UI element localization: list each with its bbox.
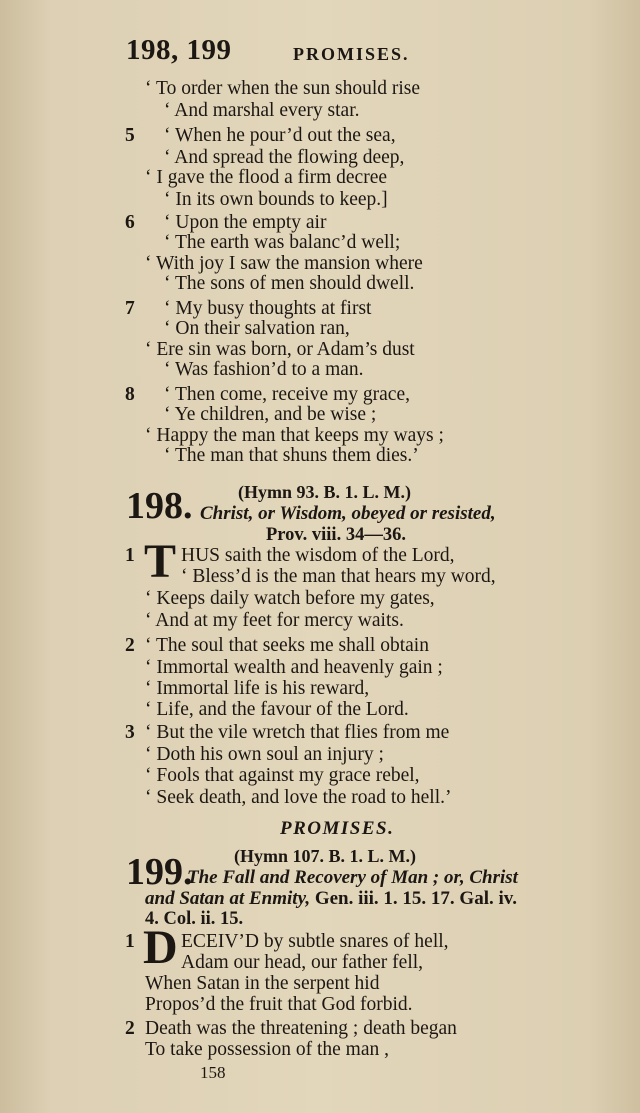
verse-line: ‘ And spread the flowing deep,	[164, 147, 405, 168]
verse-number: 1	[125, 931, 135, 952]
verse-line: ‘ To order when the sun should rise	[145, 78, 421, 99]
verse-line: Adam our head, our father fell,	[181, 952, 424, 973]
verse-line: Death was the threatening ; death began	[145, 1018, 457, 1039]
verse-line: ‘ Immortal wealth and heavenly gain ;	[145, 657, 443, 678]
verse-line: ‘ The man that shuns them dies.’	[164, 445, 419, 466]
verse-line: ‘ My busy thoughts at first	[164, 298, 372, 319]
hymn-scripture: Gen. iii. 1. 15. 17. Gal. iv.	[310, 888, 517, 909]
verse-line: ‘ The soul that seeks me shall obtain	[145, 635, 429, 656]
section-title: PROMISES.	[280, 818, 395, 839]
hymn-title: Christ, or Wisdom, obeyed or resisted,	[200, 503, 496, 524]
hymn-scripture: 4. Col. ii. 15.	[145, 909, 244, 929]
hymn-range-header: 198, 199	[126, 34, 232, 66]
hymn-number: 199.	[126, 851, 193, 893]
verse-line: Propos’d the fruit that God forbid.	[145, 994, 413, 1015]
verse-line: ‘ The sons of men should dwell.	[164, 273, 415, 294]
verse-number: 6	[125, 212, 135, 233]
drop-cap: D	[143, 921, 178, 974]
verse-line: ‘ Ye children, and be wise ;	[164, 404, 377, 425]
hymn-number: 198.	[126, 485, 193, 527]
verse-line: ‘ On their salvation ran,	[164, 318, 350, 339]
verse-line: When Satan in the serpent hid	[145, 973, 380, 994]
running-title: PROMISES.	[293, 44, 410, 64]
verse-line: ‘ And marshal every star.	[164, 100, 360, 121]
verse-number: 1	[125, 545, 135, 566]
verse-line: ‘ With joy I saw the mansion where	[145, 253, 423, 274]
hymn-reference: (Hymn 93. B. 1. L. M.)	[238, 482, 411, 502]
verse-line: HUS saith the wisdom of the Lord,	[181, 545, 455, 566]
verse-line: ‘ Fools that against my grace rebel,	[145, 765, 420, 786]
verse-line: ‘ Upon the empty air	[164, 212, 327, 233]
verse-number: 5	[125, 125, 135, 146]
verse-line: ‘ Keeps daily watch before my gates,	[145, 588, 435, 609]
verse-number: 7	[125, 298, 135, 319]
verse-line: ‘ Then come, receive my grace,	[164, 384, 410, 405]
hymn-title-italic: and Satan at Enmity,	[145, 888, 311, 909]
verse-line: ‘ And at my feet for mercy waits.	[145, 610, 404, 631]
verse-line: ‘ Doth his own soul an injury ;	[145, 744, 384, 765]
hymn-title-continued	[145, 888, 517, 910]
verse-line: ‘ But the vile wretch that flies from me	[145, 722, 450, 743]
verse-line: ‘ Happy the man that keeps my ways ;	[145, 425, 444, 446]
verse-line: ‘ When he pour’d out the sea,	[164, 125, 396, 146]
verse-line: ‘ Ere sin was born, or Adam’s dust	[145, 339, 415, 360]
hymn-reference: (Hymn 107. B. 1. L. M.)	[234, 846, 416, 866]
verse-line: ‘ The earth was balanc’d well;	[164, 232, 401, 253]
page-number: 158	[200, 1063, 226, 1082]
verse-line: ‘ Seek death, and love the road to hell.’	[145, 787, 452, 808]
verse-number: 2	[125, 635, 135, 656]
verse-line: ‘ Was fashion’d to a man.	[164, 359, 364, 380]
hymn-title: The Fall and Recovery of Man ; or, Christ	[187, 867, 518, 888]
verse-line: ‘ In its own bounds to keep.]	[164, 189, 388, 210]
verse-line: ‘ Immortal life is his reward,	[145, 678, 370, 699]
verse-line: ‘ I gave the flood a firm decree	[145, 167, 387, 188]
verse-number: 2	[125, 1018, 135, 1039]
drop-cap: T	[144, 535, 177, 588]
verse-line: ‘ Bless’d is the man that hears my word,	[181, 566, 496, 587]
verse-line: ECEIV’D by subtle snares of hell,	[181, 931, 449, 952]
verse-line: ‘ Life, and the favour of the Lord.	[145, 699, 409, 720]
verse-line: To take possession of the man ,	[145, 1039, 389, 1060]
verse-number: 3	[125, 722, 135, 743]
hymn-scripture: Prov. viii. 34—36.	[266, 525, 406, 545]
verse-number: 8	[125, 384, 135, 405]
